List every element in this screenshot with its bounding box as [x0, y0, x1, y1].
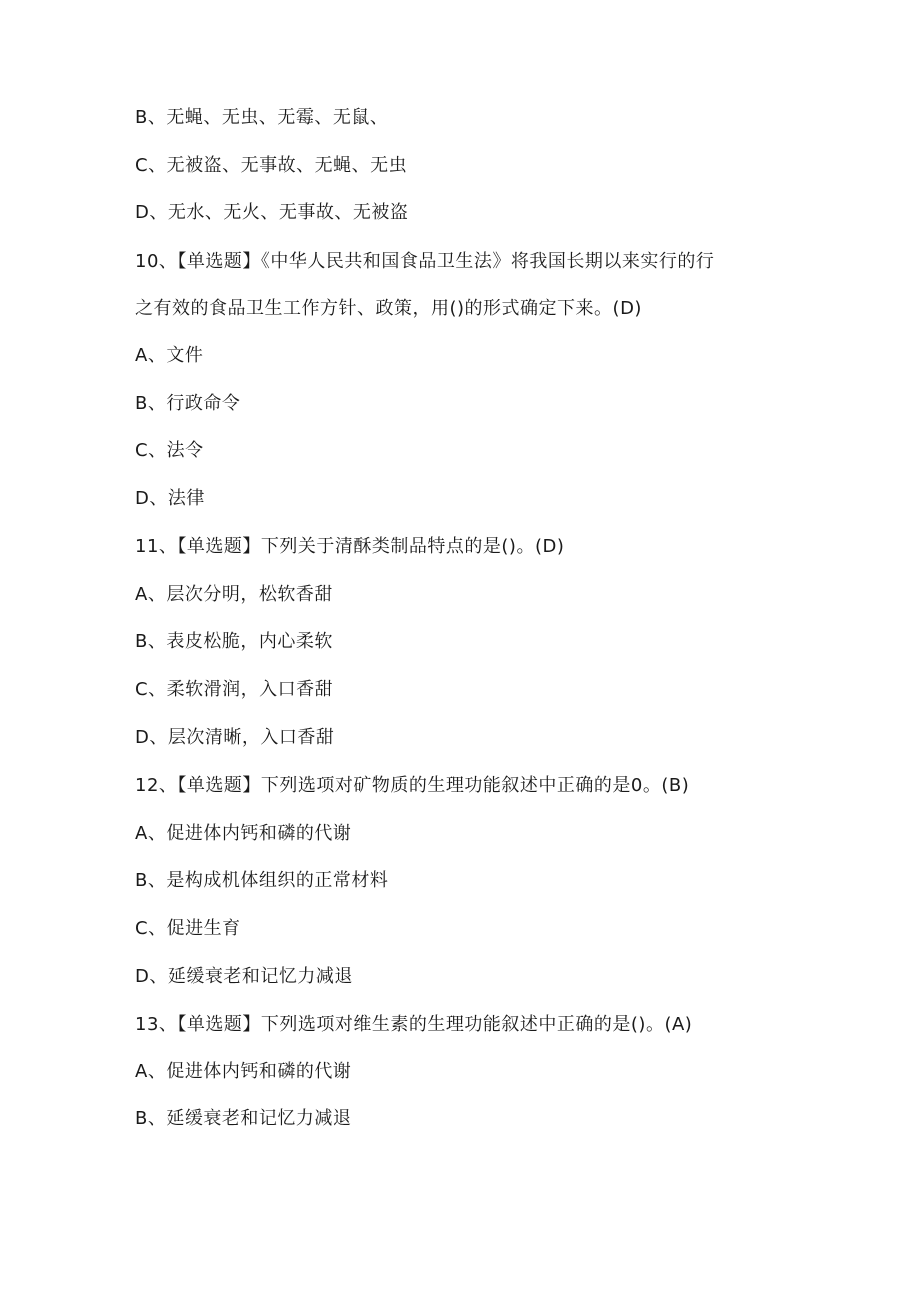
q10-option-a: A、文件	[135, 345, 204, 366]
q9-option-d: D、无水、无火、无事故、无被盗	[135, 202, 409, 223]
q10-option-c: C、法令	[135, 440, 204, 461]
q13-option-a: A、促进体内钙和磷的代谢	[135, 1061, 352, 1082]
q13-question: 13、【单选题】下列选项对维生素的生理功能叙述中正确的是()。(A)	[135, 1014, 693, 1035]
q11-option-c: C、柔软滑润，入口香甜	[135, 679, 334, 700]
q9-option-c: C、无被盗、无事故、无蝇、无虫	[135, 155, 408, 176]
q12-option-a: A、促进体内钙和磷的代谢	[135, 823, 352, 844]
q12-option-d: D、延缓衰老和记忆力减退	[135, 966, 353, 987]
q10-question-line1: 10、【单选题】《中华人民共和国食品卫生法》将我国长期以来实行的行	[135, 251, 715, 272]
q10-option-d: D、法律	[135, 488, 205, 509]
q11-option-d: D、层次清晰，入口香甜	[135, 727, 335, 748]
q10-question-line2: 之有效的食品卫生工作方针、政策，用()的形式确定下来。(D)	[135, 298, 642, 319]
q11-option-b: B、表皮松脆，内心柔软	[135, 631, 333, 652]
q9-option-b: B、无蝇、无虫、无霉、无鼠、	[135, 107, 389, 128]
q13-option-b: B、延缓衰老和记忆力减退	[135, 1108, 352, 1129]
q10-option-b: B、行政命令	[135, 393, 241, 414]
q12-option-b: B、是构成机体组织的正常材料	[135, 870, 389, 891]
q12-option-c: C、促进生育	[135, 918, 241, 939]
q11-question: 11、【单选题】下列关于清酥类制品特点的是()。(D)	[135, 536, 565, 557]
q11-option-a: A、层次分明，松软香甜	[135, 584, 333, 605]
q12-question: 12、【单选题】下列选项对矿物质的生理功能叙述中正确的是0。(B)	[135, 775, 690, 796]
